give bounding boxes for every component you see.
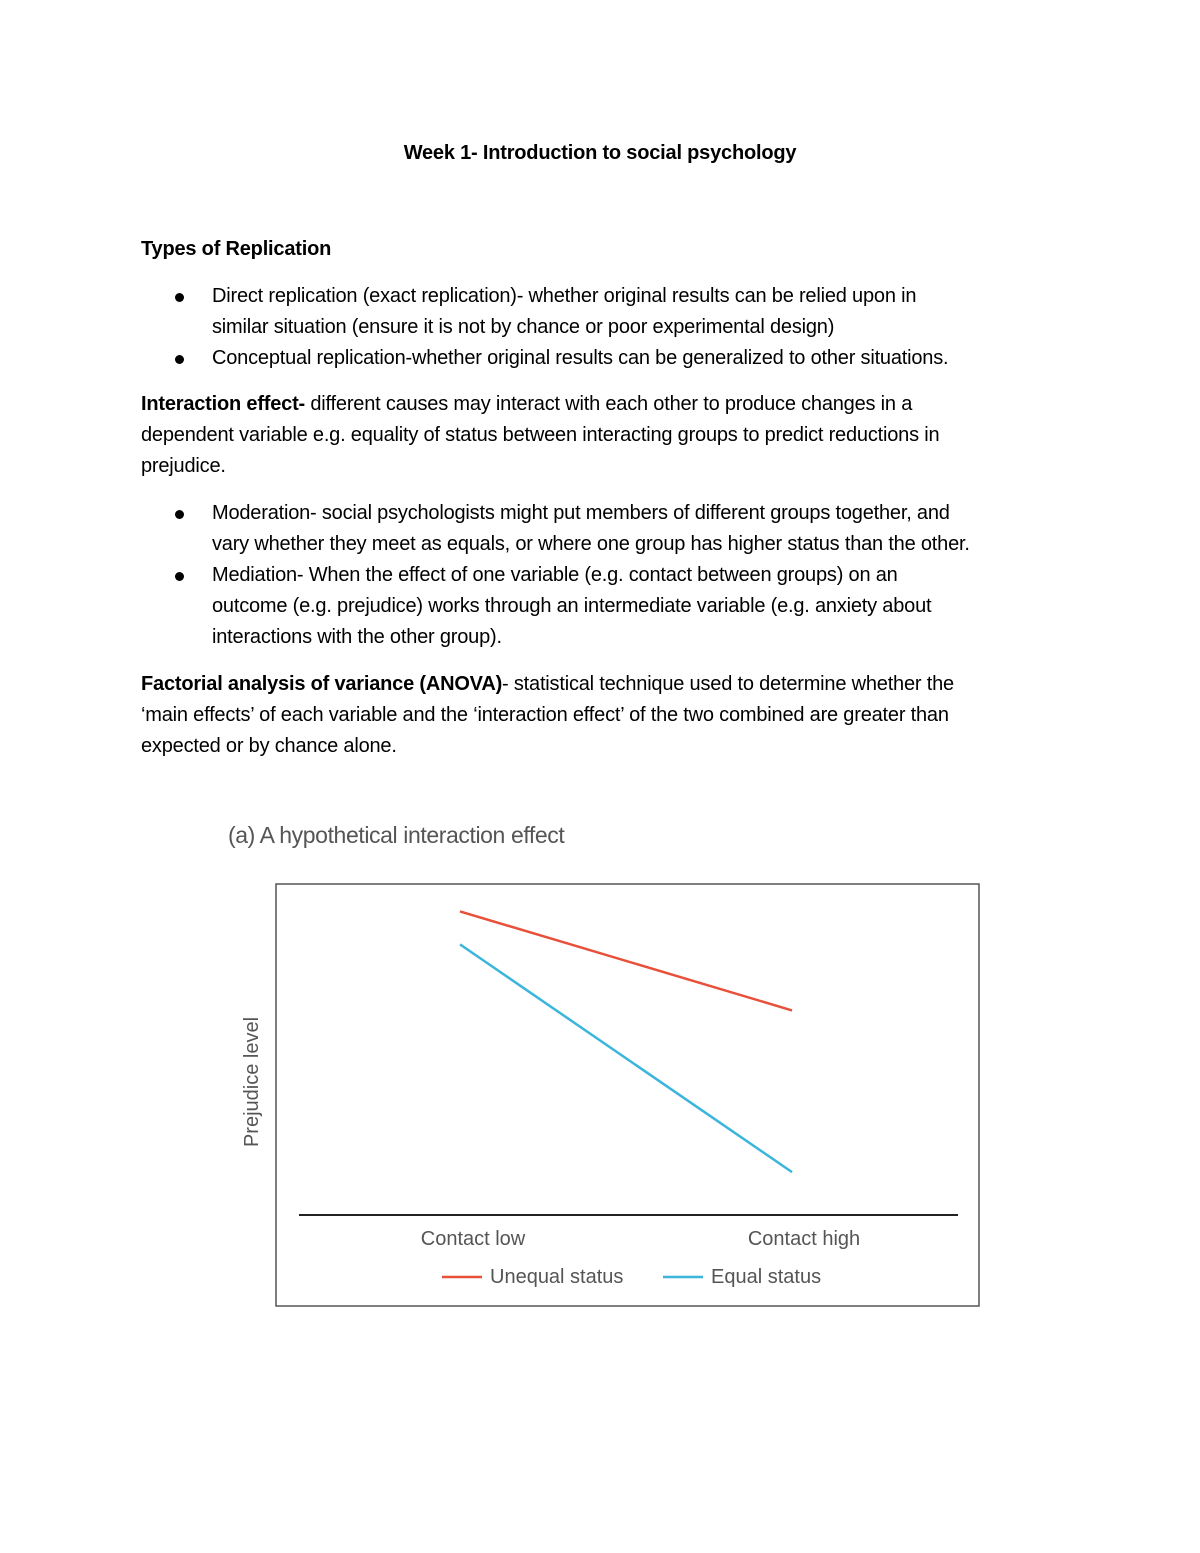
paragraph-line: dependent variable e.g. equality of status between interacting groups to predict reductions in — [141, 424, 940, 446]
bullet-line: Conceptual replication-whether original results can be generalized to other situations. — [212, 347, 949, 369]
x-tick-label: Contact low — [420, 1228, 526, 1250]
x-tick-label: Contact high — [747, 1228, 861, 1250]
paragraph-line: prejudice. — [141, 455, 226, 477]
series-line-1 — [460, 944, 792, 1172]
tick-layer — [421, 1228, 860, 1250]
paragraph-line: different causes may interact with each other to produce changes in a — [305, 393, 913, 415]
replication-heading: Types of Replication — [141, 238, 332, 260]
y-axis-label: Prejudice level — [241, 1016, 263, 1148]
chart-frame — [276, 884, 979, 1306]
bullet-line: Moderation- social psychologists might put members of different groups together, and — [212, 502, 950, 524]
bullet-line: outcome (e.g. prejudice) works through an intermediate variable (e.g. anxiety about — [212, 595, 932, 617]
paragraph-line: expected or by chance alone. — [141, 735, 397, 757]
bullet-line: interactions with the other group). — [212, 626, 502, 648]
bullet-line: similar situation (ensure it is not by chance or poor experimental design) — [212, 316, 835, 338]
legend-label: Equal status — [711, 1266, 822, 1288]
series-line-0 — [460, 911, 792, 1010]
page-title: Week 1- Introduction to social psychology — [403, 142, 797, 164]
paragraph-line: ‘main effects’ of each variable and the ‘interaction effect’ of the two combined are greater than — [141, 704, 949, 726]
bullet-line: Mediation- When the effect of one variable (e.g. contact between groups) on an — [212, 564, 898, 586]
legend-label: Unequal status — [490, 1266, 624, 1288]
anova-term: Factorial analysis of variance (ANOVA) — [141, 673, 503, 695]
chart-title: (a) A hypothetical interaction effect — [228, 822, 565, 848]
interaction-term: Interaction effect- — [141, 393, 306, 415]
legend — [442, 1266, 821, 1288]
paragraph-line: - statistical technique used to determine whether the — [502, 673, 954, 695]
series-layer — [460, 911, 792, 1172]
bullet-line: Direct replication (exact replication)- whether original results can be relied upon in — [212, 285, 917, 307]
bullet-line: vary whether they meet as equals, or where one group has higher status than the other. — [212, 533, 970, 555]
